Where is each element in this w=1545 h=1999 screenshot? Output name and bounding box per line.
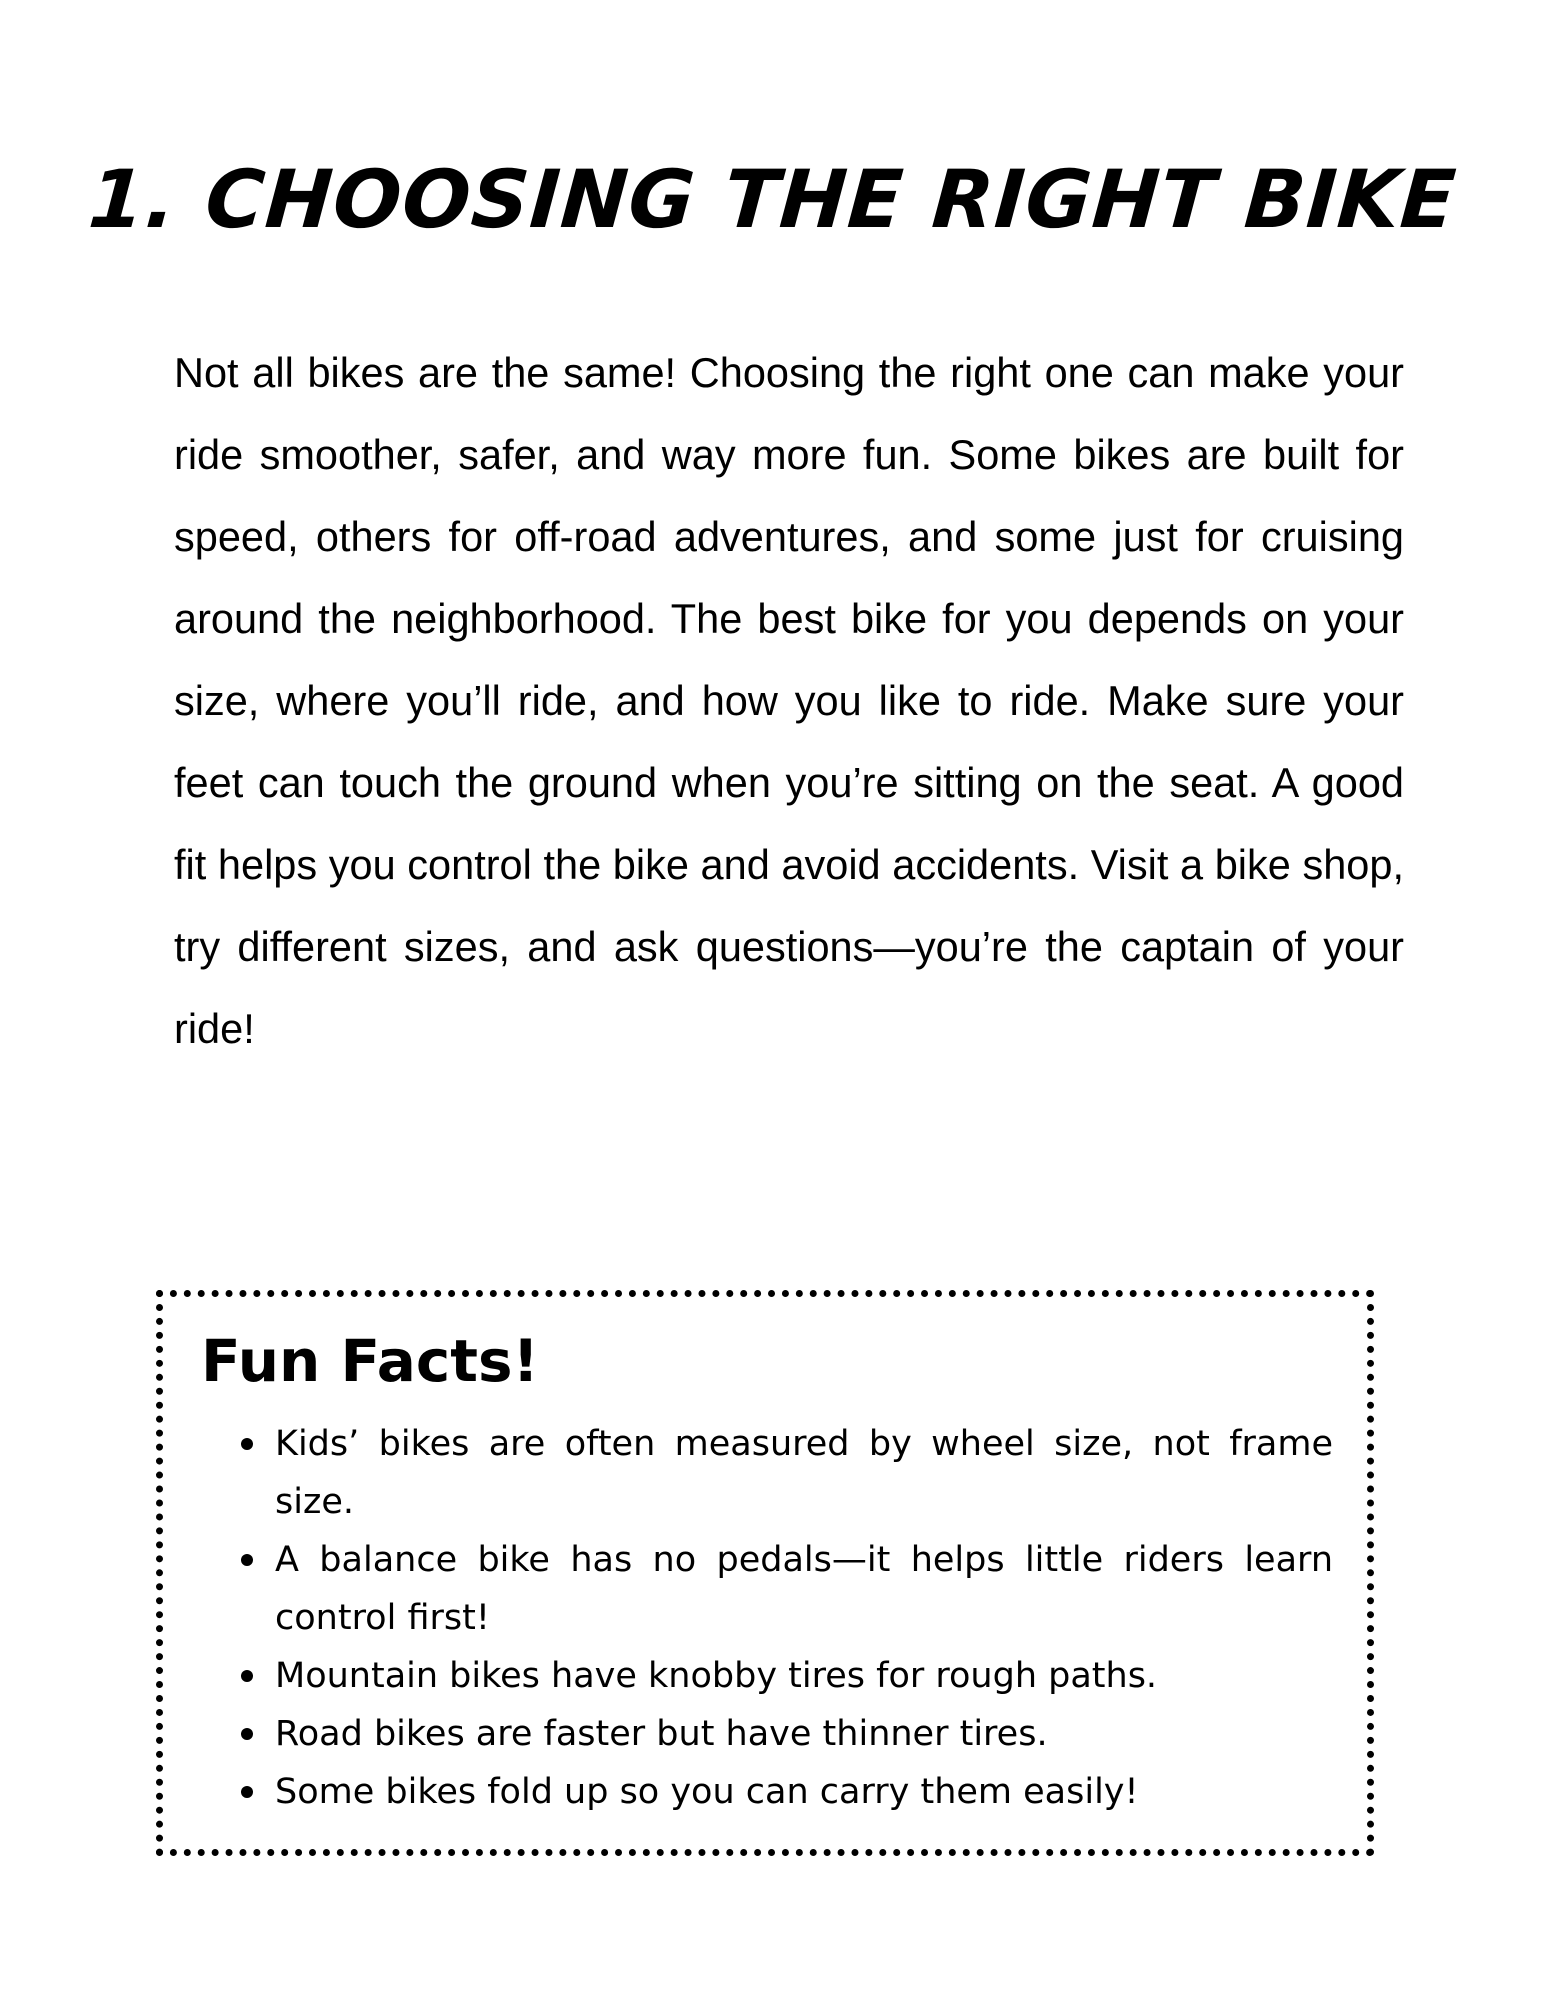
bullet-icon xyxy=(241,1670,253,1682)
list-item xyxy=(275,1647,1333,1705)
list-item-text: Kids’ bikes are often measured by wheel size, not frame size. xyxy=(275,1424,1333,1522)
list-item xyxy=(275,1705,1333,1763)
fun-facts-box xyxy=(156,1290,1374,1856)
fun-facts-heading: Fun Facts! xyxy=(201,1327,539,1395)
list-item xyxy=(275,1415,1333,1531)
bullet-icon xyxy=(241,1786,253,1798)
bullet-icon xyxy=(241,1554,253,1566)
body-paragraph: Not all bikes are the same! Choosing the right one can make your ride smoother, safer, and way more fun. Some bikes are built for speed, others for off-road adventures, and some just for cruising around the neighborhood. The best bike for you depends on your size, where you’ll ride, and how you like to ride. Make sure your feet can touch the ground when you’re sitting on the seat. A good fit helps you control the bike and avoid accidents. Visit a bike shop, try different sizes, and ask questions—you’re the captain of your ride! xyxy=(174,349,1404,1052)
list-item xyxy=(275,1763,1333,1821)
bullet-icon xyxy=(241,1438,253,1450)
list-item-text: Some bikes fold up so you can carry them easily! xyxy=(275,1772,1139,1812)
bullet-icon xyxy=(241,1728,253,1740)
page-title: 1. CHOOSING THE RIGHT BIKE xyxy=(85,153,1460,246)
list-item-text: Road bikes are faster but have thinner tires. xyxy=(275,1714,1048,1754)
list-item-text: Mountain bikes have knobby tires for rough paths. xyxy=(275,1656,1158,1696)
fun-facts-list xyxy=(275,1415,1333,1821)
list-item-text: A balance bike has no pedals—it helps little riders learn control first! xyxy=(275,1540,1333,1638)
list-item xyxy=(275,1531,1333,1647)
